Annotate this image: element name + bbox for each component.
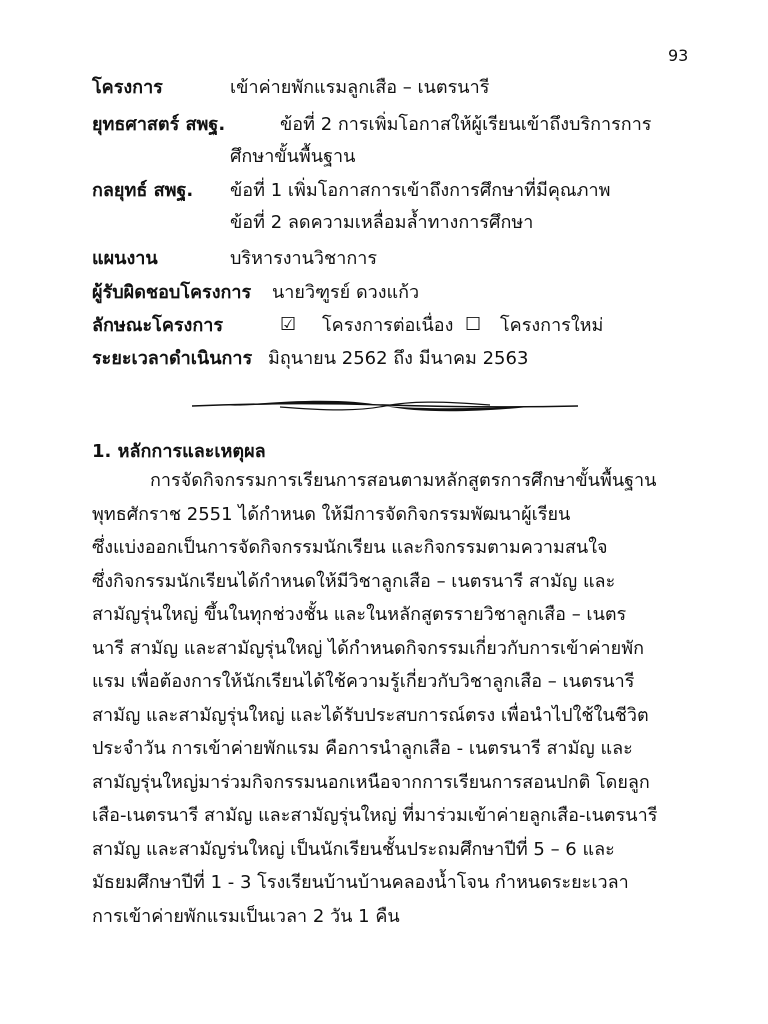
page-number: 93 [668,46,689,65]
duration-label: ระยะเวลาดำเนินการ [92,348,253,369]
body-line: แรม เพื่อต้องการให้นักเรียนได้ใช้ความรู้เกี่ยวกับวิชาลูกเสือ – เนตรนารี [92,671,635,692]
strategy-line1: ข้อที่ 2 การเพิ่มโอกาสให้ผู้เรียนเข้าถึงบริการการ [280,114,652,135]
tactic-label: กลยุทธ์ สพฐ. [92,180,194,201]
body-line: ประจำวัน การเข้าค่ายพักแรม คือการนำลูกเสือ - เนตรนารี สามัญ และ [92,738,633,759]
tactic-row [92,182,193,200]
continuing-label: โครงการต่อเนื่อง [322,315,454,336]
work-plan-value: บริหารงานวิชาการ [230,248,378,269]
body-line: มัธยมศึกษาปีที่ 1 - 3 โรงเรียนบ้านบ้านคลองน้ำโจน กำหนดระยะเวลา [92,872,629,893]
body-line: สามัญรุ่นใหญ่ ขึ้นในทุกช่วงชั้น และในหลักสูตรรายวิชาลูกเสือ – เนตร [92,604,627,625]
new-checkbox-icon: ☐ [465,314,482,335]
project-type-row [92,317,223,335]
continuing-checkbox-icon: ☑ [280,314,297,335]
body-line: สามัญ และสามัญร่นใหญ่ เป็นนักเรียนชั้นประถมศึกษาปีที่ 5 – 6 และ [92,839,615,860]
project-label: โครงการ [92,77,163,98]
body-line: นารี สามัญ และสามัญรุ่นใหญ่ ได้กำหนดกิจกรรมเกี่ยวกับการเข้าค่ายพัก [92,638,644,659]
strategy-row [92,116,225,134]
work-plan-label: แผนงาน [92,248,158,269]
strategy-label: ยุทธศาสตร์ สพฐ. [92,114,226,135]
new-label: โครงการใหม่ [500,315,604,336]
tactic-line2: ข้อที่ 2 ลดความเหลื่อมล้ำทางการศึกษา [230,212,534,233]
project-value: เข้าค่ายพักแรมลูกเสือ – เนตรนารี [230,77,490,98]
responsible-label: ผู้รับผิดชอบโครงการ [92,282,252,303]
body-line: ซึ่งกิจกรรมนักเรียนได้กำหนดให้มีวิชาลูกเสือ – เนตรนารี สามัญ และ [92,571,616,592]
section-heading: 1. หลักการและเหตุผล [92,441,266,462]
strategy-line2: ศึกษาขั้นพื้นฐาน [230,146,356,167]
project-row [92,79,163,97]
body-line: พุทธศักราช 2551 ได้กำหนด ให้มีการจัดกิจกรรมพัฒนาผู้เรียน [92,504,571,525]
work-plan-row [92,250,158,268]
tactic-line1: ข้อที่ 1 เพิ่มโอกาสการเข้าถึงการศึกษาที่มีคุณภาพ [230,180,611,201]
duration-value: มิถุนายน 2562 ถึง มีนาคม 2563 [268,348,529,369]
body-line: สามัญ และสามัญรุ่นใหญ่ และได้รับประสบการณ์ตรง เพื่อนำไปใช้ในชีวิต [92,705,649,726]
responsible-row [92,284,251,302]
body-line: เสือ-เนตรนารี สามัญ และสามัญรุ่นใหญ่ ที่มาร่วมเข้าค่ายลูกเสือ-เนตรนารี [92,805,658,826]
body-line: การจัดกิจกรรมการเรียนการสอนตามหลักสูตรการศึกษาขั้นพื้นฐาน [150,470,657,491]
project-type-label: ลักษณะโครงการ [92,315,224,336]
responsible-value: นายวิฑูรย์ ดวงแก้ว [272,282,420,303]
duration-row [92,350,252,368]
body-line: ซึ่งแบ่งออกเป็นการจัดกิจกรรมนักเรียน และกิจกรรมตามความสนใจ [92,537,608,558]
body-line: สามัญรุ่นใหญ่มาร่วมกิจกรรมนอกเหนือจากการเรียนการสอนปกติ โดยลูก [92,772,650,793]
body-line: การเข้าค่ายพักแรมเป็นเวลา 2 วัน 1 คืน [92,906,400,927]
decorative-divider [190,396,580,416]
